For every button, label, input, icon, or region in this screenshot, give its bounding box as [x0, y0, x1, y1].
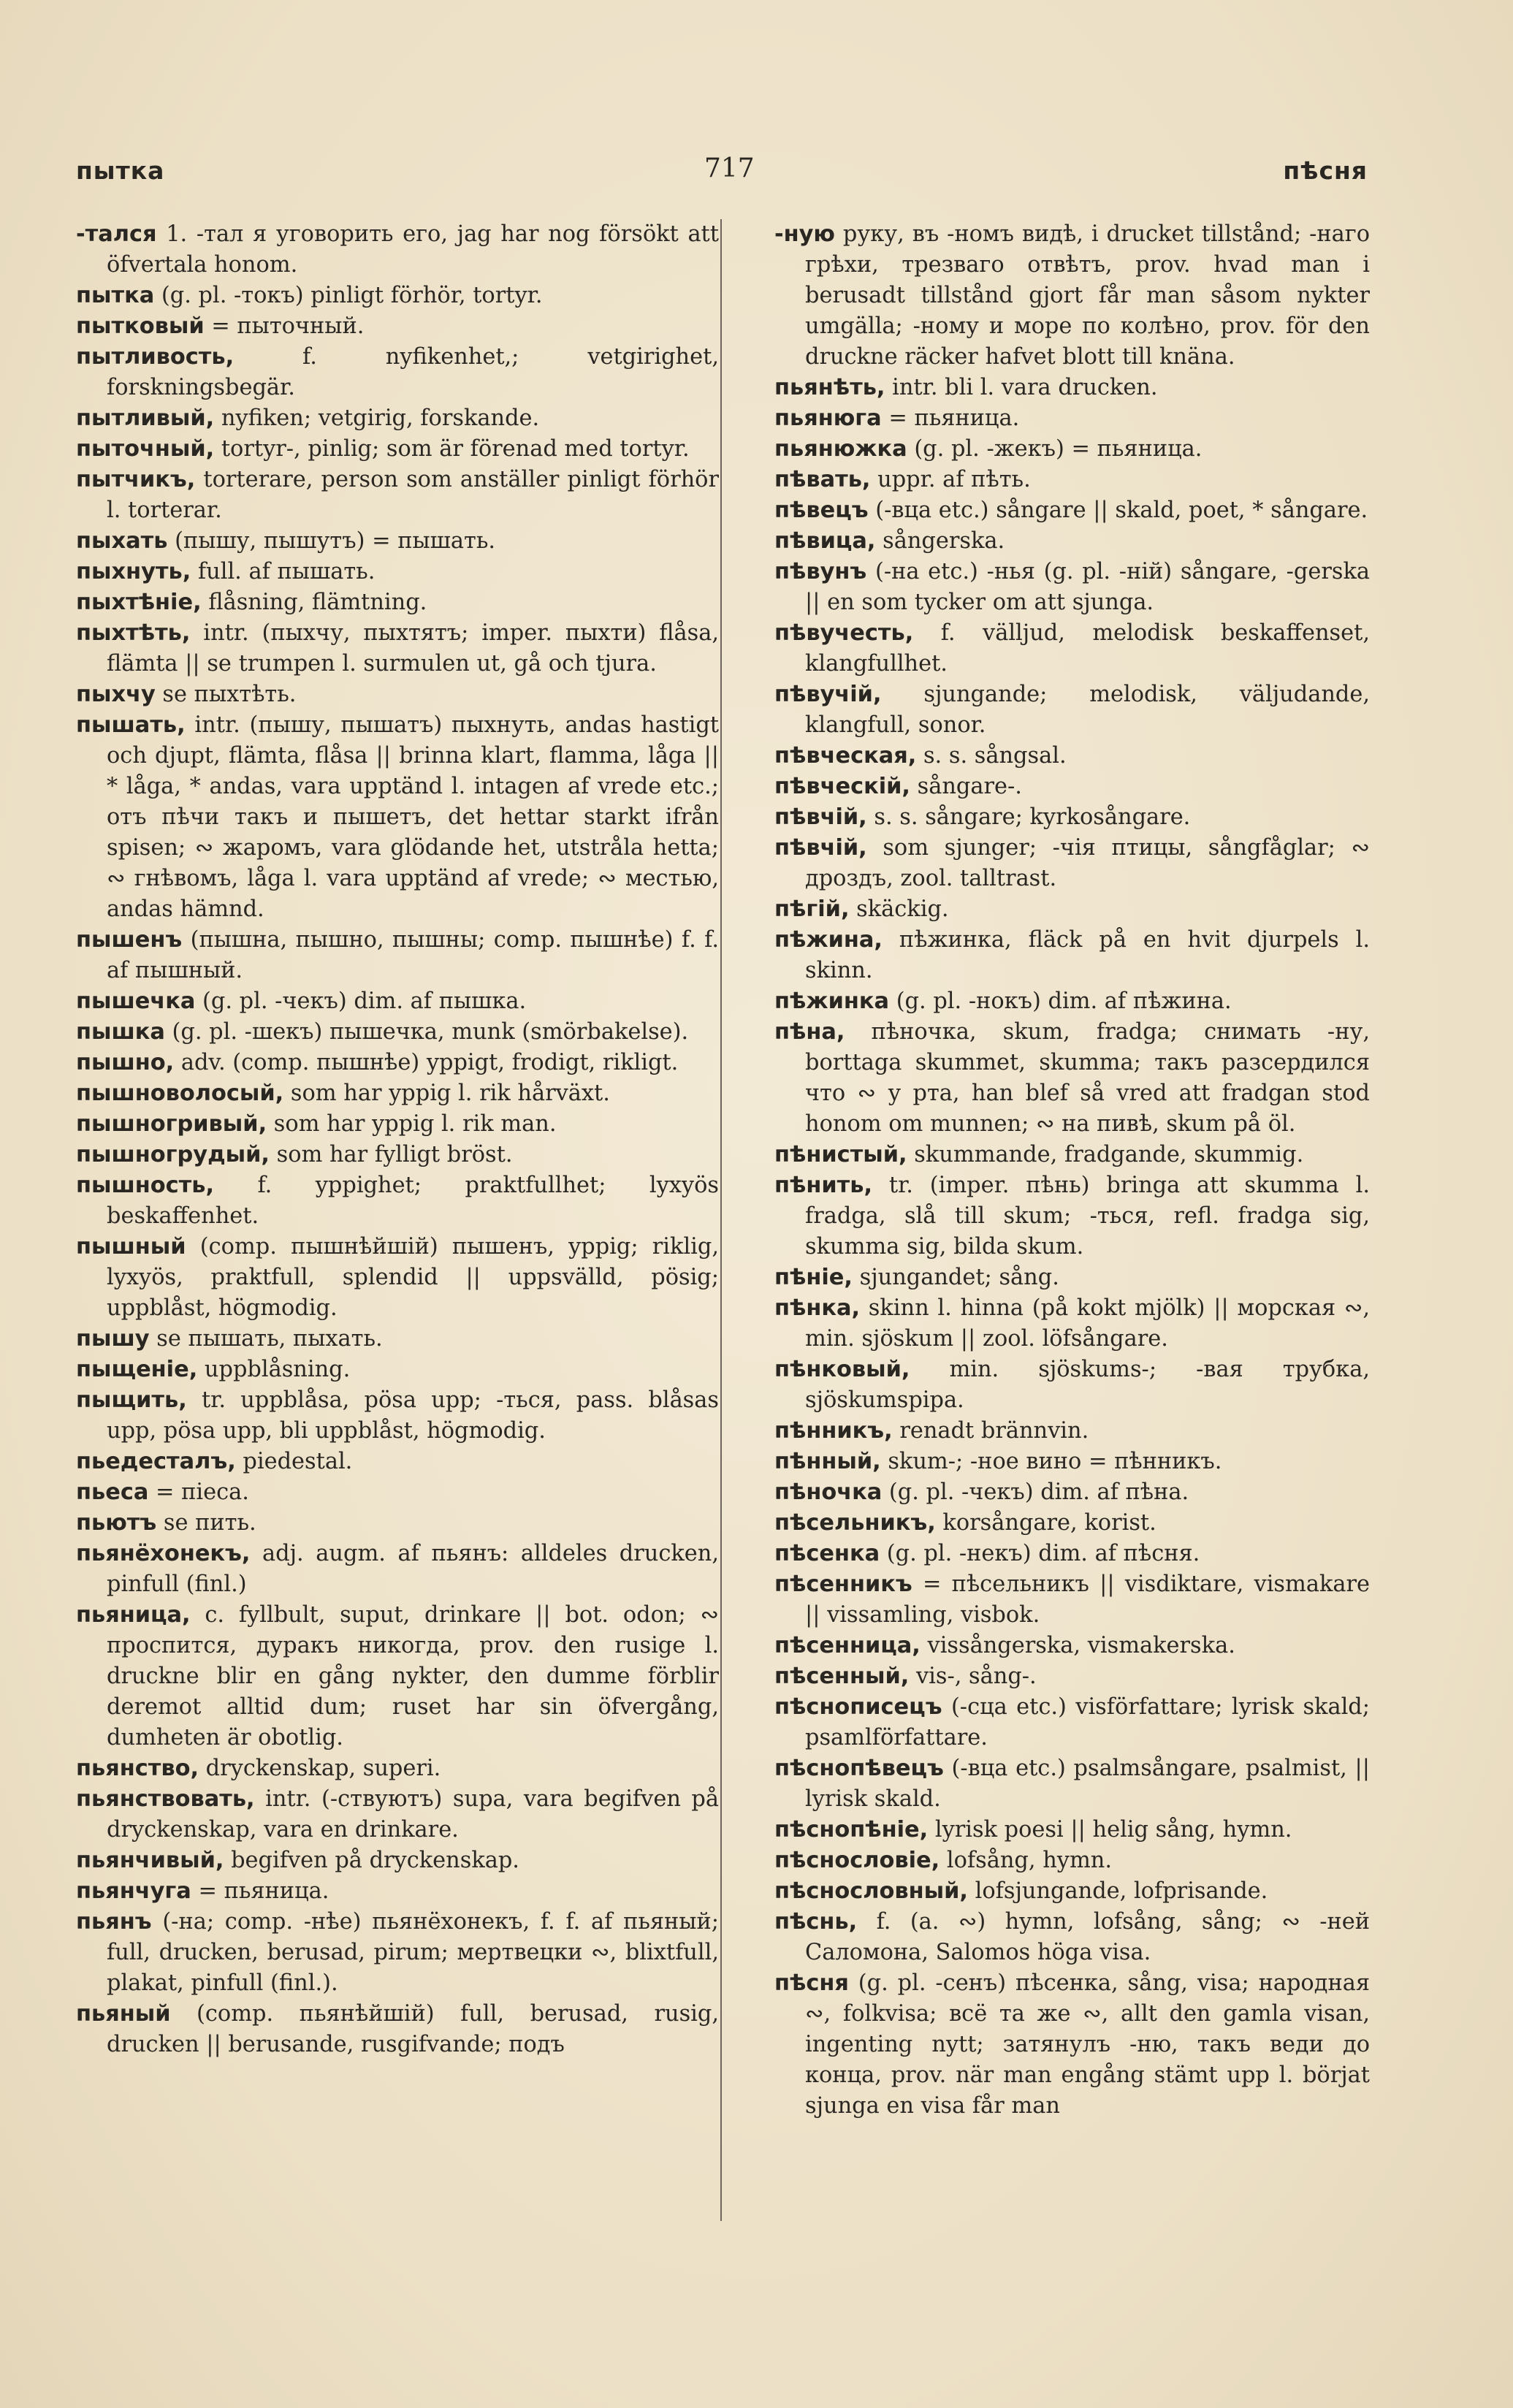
dictionary-entry: пьяный (comp. пьянѣйшій) full, berusad, rusig, drucken || berusande, rusgifvande; подъ: [76, 2001, 719, 2057]
dictionary-entry: пыхать (пышу, пышутъ) = пышать.: [76, 528, 496, 554]
dictionary-entry: пѣсенный, vis-, sång-.: [774, 1664, 1037, 1689]
headword: пѣвчій,: [774, 835, 867, 861]
headword: пѣнка,: [774, 1295, 861, 1321]
dictionary-entry: пѣсельникъ, korsångare, korist.: [774, 1510, 1156, 1536]
headword: пѣснописецъ: [774, 1694, 942, 1720]
dictionary-entry: пыщеніе, uppblåsning.: [76, 1357, 351, 1382]
dictionary-entry: пьянюжка (g. pl. -жекъ) = пьяница.: [774, 436, 1203, 462]
dictionary-entry: пытливость, f. nyfikenhet,; vetgirighet, forskningsbegär.: [76, 344, 719, 400]
right-column: [774, 219, 1370, 2221]
dictionary-entry: пышно, adv. (comp. пышнѣе) yppigt, frodigt, rikligt.: [76, 1050, 679, 1075]
headword: пьянствовать,: [76, 1786, 255, 1812]
headword: пѣгій,: [774, 896, 850, 922]
headword: пьеса: [76, 1479, 149, 1505]
headword: пытливый,: [76, 405, 215, 431]
dictionary-entry: пѣсня (g. pl. -сенъ) пѣсенка, sång, visa; народная ∾, folkvisa; всё та же ∾, allt den gamla visan, ingenting nytt; затянулъ -ню, такъ веди до конца, prov. när man engång stämt upp l. börjat sjunga en visa får man: [774, 1970, 1370, 2119]
dictionary-entry: пѣвецъ (-вца etc.) sångare || skald, poet, * sångare.: [774, 498, 1368, 523]
dictionary-entry: пѣсенница, vissångerska, vismakerska.: [774, 1633, 1235, 1658]
headword: пышный: [76, 1234, 186, 1260]
headword: пѣніе,: [774, 1265, 853, 1290]
dictionary-entry: пышность, f. yppighet; praktfullhet; lyxyös beskaffenhet.: [76, 1173, 719, 1229]
dictionary-entry: пьютъ se пить.: [76, 1510, 256, 1536]
dictionary-entry: пышка (g. pl. -шекъ) пышечка, munk (smörbakelse).: [76, 1019, 689, 1045]
dictionary-entry: пѣнникъ, renadt brännvin.: [774, 1418, 1089, 1444]
dictionary-entry: пьяница, c. fyllbult, suput, drinkare || bot. odon; ∾ проспится, дуракъ никогда, prov. den rusige l. druckne blir en gång nykter, den dumme förblir deremot alltid dum; ruset har sin öfvergång, dumheten är obotlig.: [76, 1602, 719, 1750]
headword: пьянюжка: [774, 436, 907, 462]
dictionary-entry: пышенъ (пышна, пышно, пышны; comp. пышнѣе) f. f. af пышный.: [76, 927, 719, 983]
headword: пѣвунъ: [774, 559, 867, 584]
headword: пѣснословіе,: [774, 1848, 940, 1873]
headword: пытчикъ,: [76, 467, 196, 492]
headword: пѣна,: [774, 1019, 845, 1045]
column-divider: [720, 219, 722, 2221]
dictionary-entry: пытка (g. pl. -токъ) pinligt förhör, tortyr.: [76, 283, 543, 308]
dictionary-entry: пѣвчій, som sjunger; -чія птицы, sångfåglar; ∾ дроздъ, zool. talltrast.: [774, 835, 1370, 891]
dictionary-entry: -ную руку, въ -номъ видѣ, i drucket tillstånd; -наго грѣхи, трезваго отвѣтъ, prov. hvad man i berusadt tillstånd gjort får man såsom nykter umgälla; -ному и море по колѣно, prov. för den druckne räcker hafvet blott till knäna.: [774, 221, 1370, 370]
headword: пѣнный,: [774, 1449, 881, 1474]
dictionary-entry: пѣвать, uppr. af пѣть.: [774, 467, 1031, 492]
headword: пѣснопѣніе,: [774, 1817, 929, 1843]
dictionary-entry: пѣснописецъ (-сца etc.) visförfattare; lyrisk skald; psamlförfattare.: [774, 1694, 1370, 1750]
headword: пьяный: [76, 2001, 171, 2027]
headword: пѣсенникъ: [774, 1571, 912, 1597]
dictionary-entry: пышать, intr. (пышу, пышатъ) пыхнуть, andas hastigt och djupt, flämta, flåsa || brinna klart, flamma, låga || * låga, * andas, vara upptänd l. intagen af vrede etc.; отъ пѣчи такъ и пышетъ, det hettar starkt ifrån spisen; ∾ жаромъ, vara glödande het, utstråla hetta; ∾ гнѣвомъ, låga l. vara upptänd af vrede; ∾ местью, andas hämnd.: [76, 712, 719, 922]
headword: пѣнистый,: [774, 1142, 907, 1167]
dictionary-entry: пытковый = пыточный.: [76, 313, 365, 339]
headword: пѣсенный,: [774, 1664, 910, 1689]
headword: -тался: [76, 221, 157, 247]
dictionary-entry: пьянство, dryckenskap, superi.: [76, 1756, 441, 1781]
headword: пышноволосый,: [76, 1081, 284, 1106]
dictionary-entry: -тался 1. -тал я уговорить его, jag har nog försökt att öfvertala honom.: [76, 221, 719, 278]
dictionary-entry: пьянъ (-на; comp. -нѣе) пьянёхонекъ, f. f. af пьяный; full, drucken, berusad, pirum; мертвецки ∾, blixtfull, plakat, pinfull (finl.).: [76, 1909, 719, 1996]
dictionary-entry: пѣвчій, s. s. sångare; kyrkosångare.: [774, 804, 1191, 830]
headword: пьянчивый,: [76, 1848, 224, 1873]
headword: пыхтѣніе,: [76, 590, 202, 615]
headword: пьянчуга: [76, 1878, 191, 1904]
dictionary-entry: пѣгій, skäckig.: [774, 896, 949, 922]
header-left-guide-word: пытка: [76, 156, 165, 185]
headword: пышно,: [76, 1050, 175, 1075]
dictionary-entry: пыхчу se пыхтѣть.: [76, 682, 297, 707]
dictionary-entry: пьеса = піеса.: [76, 1479, 249, 1505]
headword: пыточный,: [76, 436, 215, 462]
dictionary-entry: пѣночка (g. pl. -чекъ) dim. af пѣна.: [774, 1479, 1189, 1505]
dictionary-entry: пѣнить, tr. (imper. пѣнь) bringa att skumma l. fradga, slå till skum; -ться, refl. fradga sig, skumma sig, bilda skum.: [774, 1173, 1370, 1260]
dictionary-entry: пѣжина, пѣжинка, fläck på en hvit djurpels l. skinn.: [774, 927, 1370, 983]
headword: пѣснь,: [774, 1909, 858, 1935]
page-header: [76, 153, 1368, 197]
headword: пьянѣть,: [774, 375, 885, 400]
dictionary-entry: пѣвучесть, f. välljud, melodisk beskaffenset, klangfullhet.: [774, 620, 1370, 677]
headword: пышногривый,: [76, 1111, 267, 1137]
dictionary-entry: пышногрудый, som har fylligt bröst.: [76, 1142, 513, 1167]
headword: пѣвческій,: [774, 774, 910, 799]
headword: пѣвучесть,: [774, 620, 914, 646]
headword: пыхтѣть,: [76, 620, 191, 646]
headword: пыхать: [76, 528, 168, 554]
dictionary-entry: пѣніе, sjungandet; sång.: [774, 1265, 1059, 1290]
headword: пьянёхонекъ,: [76, 1541, 251, 1566]
dictionary-entry: пѣснопѣніе, lyrisk poesi || helig sång, hymn.: [774, 1817, 1292, 1843]
page-number: 717: [704, 153, 755, 183]
headword: пытка: [76, 283, 155, 308]
dictionary-entry: пыщить, tr. uppblåsa, pösa upp; -ться, pass. blåsas upp, pösa upp, bli uppblåst, högmodig.: [76, 1387, 719, 1444]
dictionary-entry: пѣнный, skum-; -ное вино = пѣнникъ.: [774, 1449, 1222, 1474]
headword: пѣнить,: [774, 1173, 873, 1198]
headword: пьянство,: [76, 1756, 199, 1781]
dictionary-entry: пыхтѣніе, flåsning, flämtning.: [76, 590, 427, 615]
dictionary-entry: пыхнуть, full. af пышать.: [76, 559, 376, 584]
headword: пьяница,: [76, 1602, 191, 1628]
dictionary-entry: пыхтѣть, intr. (пыхчу, пыхтятъ; imper. пыхти) flåsa, flämta || se trumpen l. surmulen ut, gå och tjura.: [76, 620, 719, 677]
dictionary-entry: пьянѣть, intr. bli l. vara drucken.: [774, 375, 1158, 400]
dictionary-entry: пышный (comp. пышнѣйшій) пышенъ, yppig; riklig, lyxyös, praktfull, splendid || uppsvälld, pösig; uppblåst, högmodig.: [76, 1234, 719, 1321]
dictionary-entry: пѣнка, skinn l. hinna (på kokt mjölk) || морская ∾, min. sjöskum || zool. löfsångare.: [774, 1295, 1370, 1352]
dictionary-entry: пытчикъ, torterare, person som anställer pinligt förhör l. torterar.: [76, 467, 719, 523]
headword: пѣсельникъ,: [774, 1510, 936, 1536]
dictionary-entry: пьянюга = пьяница.: [774, 405, 1020, 431]
dictionary-entry: пѣвунъ (-на etc.) -нья (g. pl. -ній) sångare, -gerska || en som tycker om att sjunga.: [774, 559, 1370, 615]
headword: пѣвчій,: [774, 804, 867, 830]
headword: пышенъ: [76, 927, 183, 953]
headword: пѣснопѣвецъ: [774, 1756, 944, 1781]
dictionary-entry: пѣснь, f. (a. ∾) hymn, lofsång, sång; ∾ -ней Саломона, Salomos höga visa.: [774, 1909, 1370, 1965]
dictionary-entry: пѣвческій, sångare-.: [774, 774, 1022, 799]
headword: пышечка: [76, 988, 196, 1014]
headword: пьянюга: [774, 405, 882, 431]
dictionary-entry: пьянствовать, intr. (-ствуютъ) supa, vara begifven på dryckenskap, vara en drinkare.: [76, 1786, 719, 1843]
headword: пьянъ: [76, 1909, 152, 1935]
headword: пытковый: [76, 313, 205, 339]
dictionary-entry: пѣвица, sångerska.: [774, 528, 1005, 554]
dictionary-entry: пьедесталъ, piedestal.: [76, 1449, 353, 1474]
headword: пьютъ: [76, 1510, 157, 1536]
dictionary-entry: пѣнистый, skummande, fradgande, skummig.: [774, 1142, 1304, 1167]
headword: пѣжинка: [774, 988, 890, 1014]
dictionary-entry: пѣвучій, sjungande; melodisk, väljudande, klangfull, sonor.: [774, 682, 1370, 738]
headword: пѣночка: [774, 1479, 883, 1505]
left-column: [76, 219, 719, 2221]
dictionary-entry: пѣснословіе, lofsång, hymn.: [774, 1848, 1112, 1873]
headword: пѣсенка: [774, 1541, 880, 1566]
dictionary-entry: пѣнковый, min. sjöskums-; -вая трубка, sjöskumspipa.: [774, 1357, 1370, 1413]
dictionary-entry: пытливый, nyfiken; vetgirig, forskande.: [76, 405, 540, 431]
dictionary-entry: пьянчивый, begifven på dryckenskap.: [76, 1848, 519, 1873]
dictionary-entry: пѣснопѣвецъ (-вца etc.) psalmsångare, psalmist, || lyrisk skald.: [774, 1756, 1370, 1812]
headword: пытливость,: [76, 344, 235, 370]
dictionary-entry: пѣсенникъ = пѣсельникъ || visdiktare, vismakare || vissamling, visbok.: [774, 1571, 1370, 1628]
dictionary-entry: пѣсенка (g. pl. -некъ) dim. af пѣсня.: [774, 1541, 1200, 1566]
headword: пѣжина,: [774, 927, 883, 953]
headword: пыхнуть,: [76, 559, 191, 584]
headword: пышу: [76, 1326, 150, 1352]
dictionary-entry: пьянчуга = пьяница.: [76, 1878, 329, 1904]
headword: пѣнковый,: [774, 1357, 910, 1382]
dictionary-entry: пѣна, пѣночка, skum, fradga; снимать -ну, borttaga skummet, skumma; такъ разсердился что ∾ у рта, han blef så vred att fradgan stod honom om munnen; ∾ на пивѣ, skum på öl.: [774, 1019, 1370, 1137]
headword: пышать,: [76, 712, 186, 738]
dictionary-entry: пышноволосый, som har yppig l. rik hårväxt.: [76, 1081, 610, 1106]
headword: пѣсня: [774, 1970, 849, 1996]
dictionary-entry: пьянёхонекъ, adj. augm. af пьянъ: alldeles drucken, pinfull (finl.): [76, 1541, 719, 1597]
headword: пышность,: [76, 1173, 215, 1198]
dictionary-entry: пѣснословный, lofsjungande, lofprisande.: [774, 1878, 1268, 1904]
headword: пѣвецъ: [774, 498, 869, 523]
headword: пышка: [76, 1019, 165, 1045]
headword: -ную: [774, 221, 835, 247]
headword: пѣвучій,: [774, 682, 882, 707]
headword: пыщить,: [76, 1387, 187, 1413]
dictionary-entry: пышу se пышать, пыхать.: [76, 1326, 383, 1352]
headword: пьедесталъ,: [76, 1449, 236, 1474]
dictionary-entry: пѣвческая, s. s. sångsal.: [774, 743, 1067, 769]
headword: пѣвица,: [774, 528, 876, 554]
header-right-guide-word: пѣсня: [1283, 156, 1368, 185]
headword: пѣнникъ,: [774, 1418, 893, 1444]
dictionary-entry: пышногривый, som har yppig l. rik man.: [76, 1111, 557, 1137]
headword: пѣснословный,: [774, 1878, 968, 1904]
dictionary-entry: пыточный, tortyr-, pinlig; som är förenad med tortyr.: [76, 436, 690, 462]
dictionary-entry: пышечка (g. pl. -чекъ) dim. af пышка.: [76, 988, 527, 1014]
headword: пыхчу: [76, 682, 156, 707]
headword: пышногрудый,: [76, 1142, 270, 1167]
headword: пѣвческая,: [774, 743, 917, 769]
headword: пѣвать,: [774, 467, 871, 492]
headword: пѣсенница,: [774, 1633, 921, 1658]
headword: пыщеніе,: [76, 1357, 198, 1382]
dictionary-entry: пѣжинка (g. pl. -нокъ) dim. af пѣжина.: [774, 988, 1232, 1014]
